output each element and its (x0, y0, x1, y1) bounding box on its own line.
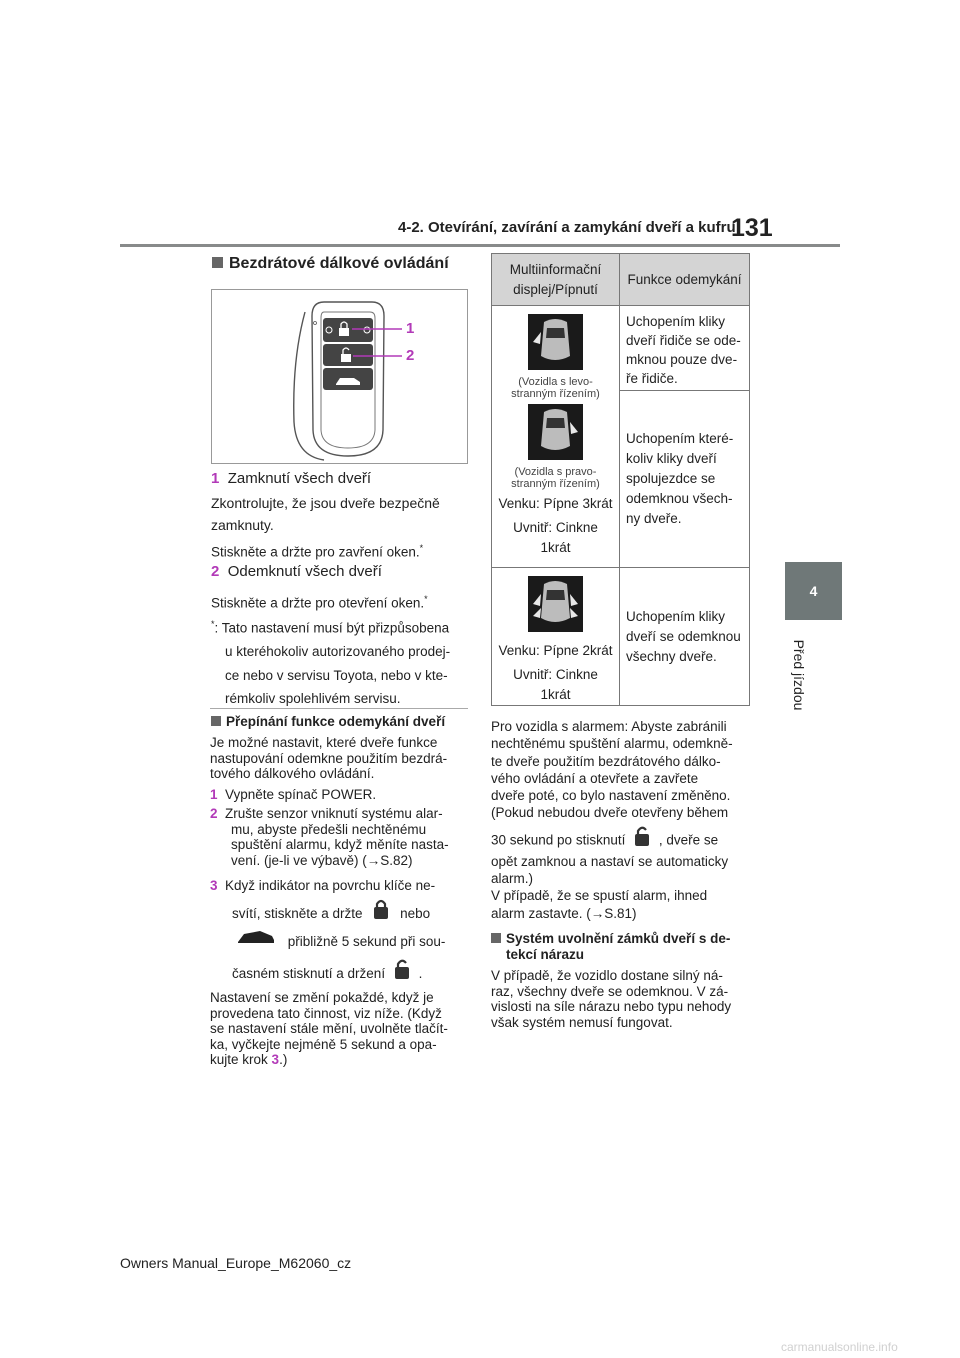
text-line: raz, všechny dveře se odemknou. V zá- (491, 983, 729, 999)
footnote-line: u kteréhokoliv autorizovaného prodej- (225, 644, 451, 659)
item-2-hold (211, 589, 428, 614)
step-number: 2 (210, 806, 218, 821)
footnote-line: ce nebo v servisu Toyota, nebo v kte- (225, 667, 448, 683)
item-1-text (211, 493, 440, 535)
alarm-paragraph-rest (491, 853, 753, 922)
section-divider (210, 708, 468, 709)
caption (492, 376, 619, 400)
caption-line: stranným řízením) (511, 478, 600, 490)
item-1-text-line: Zkontrolujte, že jsou dveře bezpečně (211, 495, 440, 511)
text-line: te dveře použitím bezdrátového dálko- (491, 753, 721, 769)
text-line: vislosti na síle nárazu nebo typu nehody (491, 999, 732, 1014)
asterisk: * (424, 594, 428, 604)
text-line: nastupování odemkne použitím bezdrá- (210, 750, 448, 766)
trunk-icon (236, 928, 276, 956)
note-paragraph (210, 990, 472, 1068)
header-divider (120, 244, 840, 247)
key-fob-icon (212, 290, 469, 465)
square-bullet-icon (212, 257, 223, 268)
function-line: ře řidiče. (626, 371, 678, 386)
beep-outside: Venku: Pípne 3krát (498, 496, 613, 511)
impact-paragraph (491, 968, 753, 1030)
heading-line: tekcí nárazu (506, 947, 585, 962)
text-line: ka, vyčkejte nejméně 5 sekund a opa- (210, 1036, 437, 1052)
text-line: Nastavení se změní pokaždé, když je (210, 990, 434, 1005)
impact-heading (491, 931, 753, 963)
step-1 (210, 787, 376, 802)
table-header-display (492, 254, 620, 306)
square-bullet-icon (491, 933, 501, 943)
text-line: V případě, že se spustí alarm, ihned (491, 888, 708, 903)
step-text: . (418, 966, 423, 982)
table-header-function: Funkce odemykání (620, 254, 750, 306)
text-line: Pro vozidla s alarmem: Abyste zabránili (491, 719, 727, 734)
text-line: však systém nemusí fungovat. (491, 1014, 673, 1030)
text-line: opět zamknou a nastaví se automaticky (491, 854, 729, 869)
function-line: dveří se odemknou (626, 628, 741, 644)
table-row (492, 568, 750, 706)
step-reference: 3 (271, 1052, 280, 1067)
step-number: 3 (210, 878, 218, 893)
caption (492, 466, 619, 490)
callout-2: 2 (406, 347, 415, 364)
car-doors-icon (528, 404, 583, 460)
step-3 (210, 878, 435, 893)
item-1-hold-text: Stiskněte a držte pro zavření oken. (211, 544, 420, 560)
table-cell-function (620, 306, 750, 391)
chime-inside: 1krát (540, 687, 571, 702)
item-1-hold (211, 538, 423, 563)
chapter-label (784, 630, 814, 720)
sub-heading-text: Přepínání funkce odemykání dveří (226, 714, 446, 729)
header-line: displej/Pípnutí (513, 281, 598, 297)
step-text: časném stisknutí a držení (232, 966, 386, 982)
item-1-text-line: zamknuty. (211, 517, 274, 533)
item-1-title (211, 469, 371, 489)
beep-outside: Venku: Pípne 2krát (498, 643, 613, 658)
step-number: 1 (210, 787, 218, 802)
alarm-paragraph-line (491, 825, 718, 853)
text-line: vého ovládání a otevřete a zavřete (491, 770, 699, 786)
chime-inside: Uvnitř: Cinkne (513, 520, 598, 535)
step-text: svítí, stiskněte a držte (232, 906, 363, 922)
function-line: odemknou všech- (626, 491, 733, 506)
footnote (211, 613, 450, 711)
unlock-function-table (491, 253, 750, 706)
text-line: se nastavení stále mění, uvolněte tlačít- (210, 1021, 448, 1036)
step-text: spuštění alarmu, když měníte nasta- (231, 837, 449, 852)
table-cell-function (620, 568, 750, 706)
item-2-title (211, 562, 382, 582)
text-line: kujte krok (210, 1052, 268, 1067)
asterisk: * (419, 543, 424, 553)
footnote-line: : Tato nastavení musí být přizpůsobena (214, 620, 450, 636)
function-line: všechny dveře. (626, 648, 717, 664)
step-3-line-3 (236, 928, 445, 956)
alarm-paragraph (491, 718, 753, 822)
section-heading (212, 255, 449, 273)
text-line: Je možné nastavit, které dveře funkce (210, 735, 438, 750)
manual-footer: Owners Manual_Europe_M62060_cz (120, 1255, 352, 1271)
step-text: Zrušte senzor vniknutí systému alar- (225, 806, 443, 821)
caption-line: (Vozidla s pravo- (514, 466, 597, 478)
sub-paragraph (210, 735, 472, 782)
text-line: .) (279, 1052, 288, 1067)
caption-line: stranným řízením) (511, 388, 600, 400)
item-1-number: 1 (211, 470, 220, 487)
item-2-hold-text: Stiskněte a držte pro otevření oken. (211, 595, 425, 611)
caption-line: (Vozidla s levo- (518, 376, 593, 388)
section-heading-text: Bezdrátové dálkové ovládání (229, 255, 449, 272)
text-line: alarm.) (491, 871, 534, 886)
function-line: dveří řidiče se ode- (626, 333, 741, 348)
text-line: alarm zastavte. (→S.81) (491, 906, 637, 921)
key-fob-illustration (211, 289, 468, 464)
section-title: 4-2. Otevírání, zavírání a zamykání dveří a kufru (398, 219, 736, 236)
step-text: mu, abyste předešli nechtěnému (231, 821, 427, 837)
function-line: Uchopením které- (626, 431, 734, 446)
chime-inside: 1krát (540, 540, 571, 555)
function-line: mknou pouze dve- (626, 352, 738, 367)
header-line: Multiinformační (509, 261, 602, 277)
step-2 (210, 806, 472, 868)
step-text: Vypněte spínač POWER. (225, 787, 377, 802)
table-header-row (492, 254, 750, 306)
function-line: koliv kliky dveří (626, 451, 717, 466)
heading-line: Systém uvolnění zámků dveří s de- (506, 931, 731, 946)
table-row (492, 306, 750, 391)
step-text: Když indikátor na povrchu klíče ne- (225, 878, 436, 893)
sub-heading (211, 714, 445, 729)
car-doors-icon (528, 314, 583, 370)
square-bullet-icon (211, 716, 221, 726)
text-line: (Pokud nebudou dveře otevřeny během (491, 805, 729, 821)
footnote-line: rémkoliv spolehlivém servisu. (225, 691, 401, 706)
page-number: 131 (731, 214, 773, 242)
chapter-tab: 4 (785, 562, 842, 620)
text-line: dveře poté, co bylo nastavení změněno. (491, 788, 731, 804)
text-line: , dveře se (658, 832, 719, 848)
callout-1: 1 (406, 320, 415, 337)
text-line: V případě, že vozidlo dostane silný ná- (491, 968, 723, 983)
table-cell-function (620, 391, 750, 568)
text-line: tového dálkového ovládání. (210, 766, 375, 781)
step-text: přibližně 5 sekund při sou- (287, 934, 446, 949)
function-line: Uchopením kliky (626, 314, 726, 329)
step-text: vení. (je-li ve výbavě) (→S.82) (231, 852, 413, 868)
text-line: nechtěnému spuštění alarmu, odemkně- (491, 736, 733, 752)
chapter-label-text: Před jízdou (791, 639, 807, 711)
footnote-mark: * (211, 619, 215, 629)
chime-inside: Uvnitř: Cinkne (513, 667, 598, 682)
text-line: provedena tato činnost, viz níže. (Když (210, 1005, 442, 1021)
function-line: ny dveře. (626, 511, 682, 526)
item-2-number: 2 (211, 563, 220, 580)
text-line: 30 sekund po stisknutí (491, 832, 626, 848)
watermark: carmanualsonline.info (781, 1340, 898, 1354)
item-2-title-text: Odemknutí všech dveří (227, 563, 382, 580)
function-line: Uchopením kliky (626, 608, 726, 624)
item-1-title-text: Zamknutí všech dveří (227, 470, 372, 487)
step-3-line-2 (232, 898, 430, 928)
function-line: spolujezdce se (626, 471, 716, 486)
table-cell-display (492, 306, 620, 568)
step-3-line-4 (232, 958, 422, 988)
step-text: nebo (400, 906, 431, 922)
unlock-icon (393, 958, 411, 991)
car-doors-icon (528, 576, 583, 632)
lock-icon (372, 898, 390, 931)
table-cell-display (492, 568, 620, 706)
